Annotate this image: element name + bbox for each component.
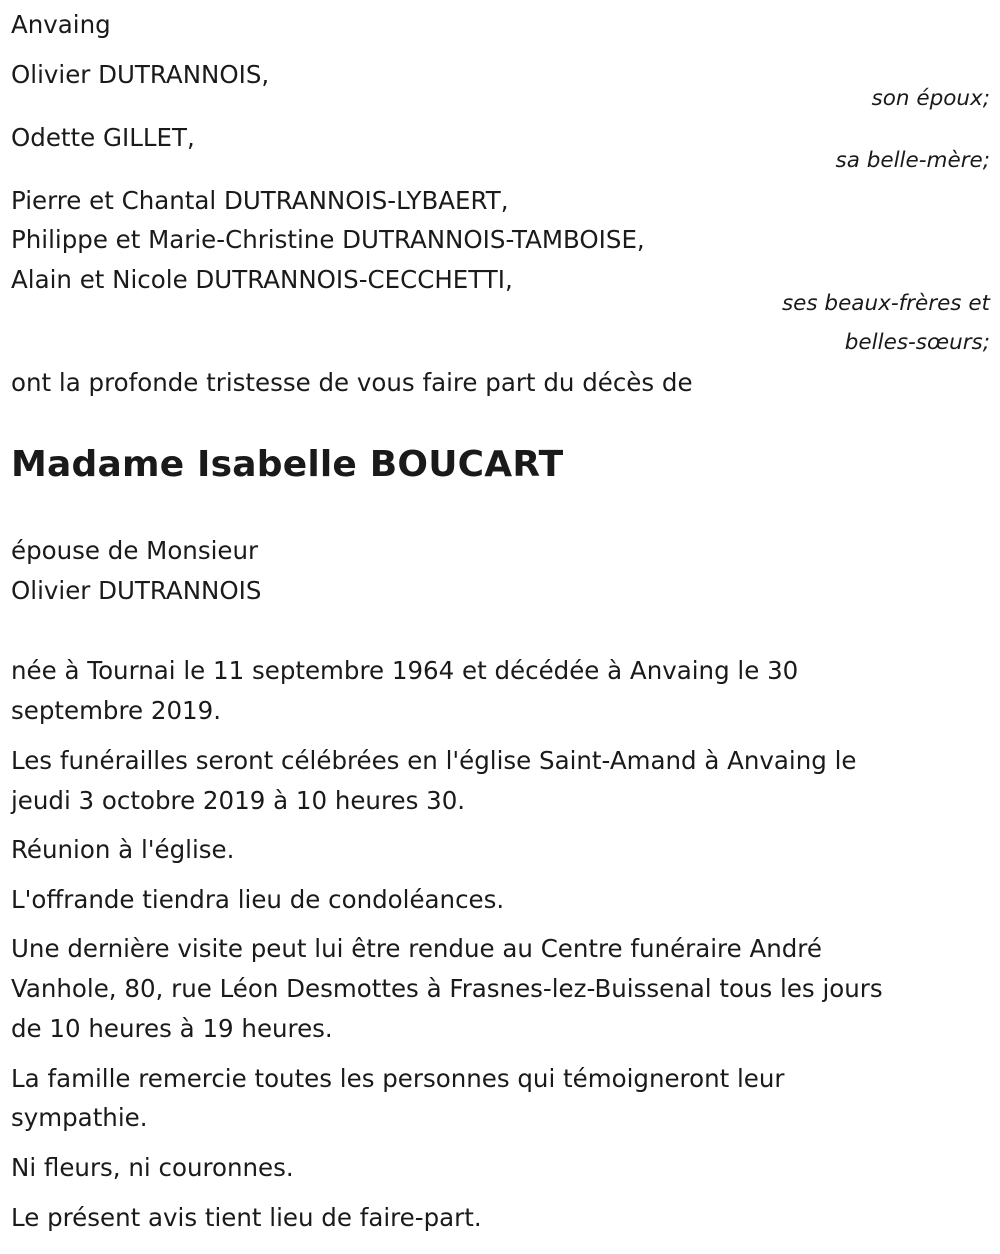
birth-death-line: septembre 2019.	[11, 696, 222, 725]
mother-in-law-role: sa belle-mère;	[835, 148, 990, 173]
place-heading: Anvaing	[11, 10, 111, 39]
thanks-line: sympathie.	[11, 1103, 148, 1132]
birth-death-line: née à Tournai le 11 septembre 1964 et décédée à Anvaing le 30	[11, 656, 799, 685]
in-laws-role: ses beaux-frères et	[781, 291, 990, 316]
funeral-line: Les funérailles seront célébrées en l'église Saint-Amand à Anvaing le	[11, 746, 857, 775]
spouse-role: son époux;	[871, 86, 990, 111]
visit-line: Une dernière visite peut lui être rendue au Centre funéraire André	[11, 934, 822, 963]
deceased-spouse-line: Olivier DUTRANNOIS	[11, 576, 262, 605]
deceased-name: Madame Isabelle BOUCART	[11, 444, 564, 485]
flowers-line: Ni fleurs, ni couronnes.	[11, 1153, 294, 1182]
mother-in-law-name: Odette GILLET,	[11, 123, 195, 152]
visit-line: de 10 heures à 19 heures.	[11, 1014, 333, 1043]
in-law-name: Philippe et Marie-Christine DUTRANNOIS-TAMBOISE,	[11, 225, 645, 254]
offering-line: L'offrande tiendra lieu de condoléances.	[11, 885, 505, 914]
spouse-name: Olivier DUTRANNOIS,	[11, 60, 270, 89]
funeral-line: jeudi 3 octobre 2019 à 10 heures 30.	[11, 786, 466, 815]
closing-line: Le présent avis tient lieu de faire-part.	[11, 1203, 482, 1232]
deceased-spouse-line: épouse de Monsieur	[11, 536, 259, 565]
in-laws-role: belles-sœurs;	[844, 330, 990, 355]
announcement-text: ont la profonde tristesse de vous faire part du décès de	[11, 368, 693, 397]
in-law-name: Pierre et Chantal DUTRANNOIS-LYBAERT,	[11, 186, 509, 215]
visit-line: Vanhole, 80, rue Léon Desmottes à Frasnes-lez-Buissenal tous les jours	[11, 974, 883, 1003]
meeting-line: Réunion à l'église.	[11, 835, 235, 864]
in-law-name: Alain et Nicole DUTRANNOIS-CECCHETTI,	[11, 265, 513, 294]
thanks-line: La famille remercie toutes les personnes qui témoigneront leur	[11, 1064, 785, 1093]
